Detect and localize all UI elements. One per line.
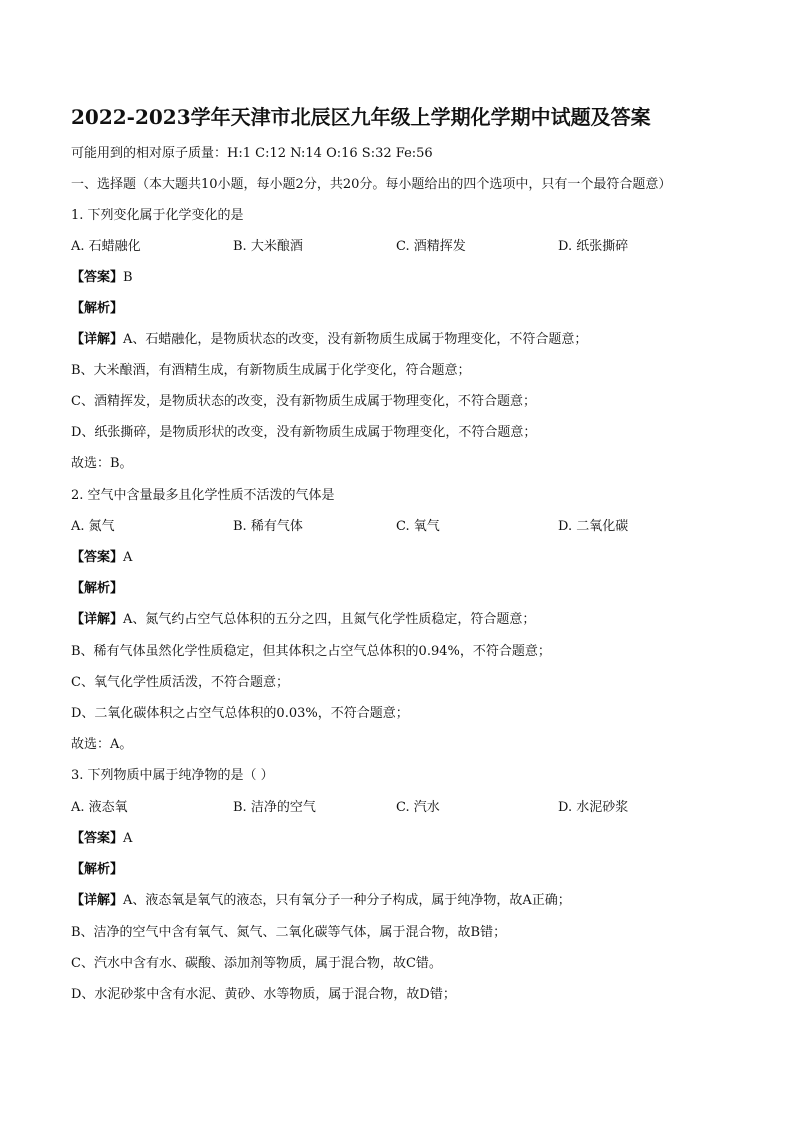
q2-option-a: A. 氮气 (71, 519, 115, 534)
analysis-tag: 【解析】 (71, 581, 124, 596)
atomic-mass-note: 可能用到的相对原子质量：H:1 C:12 N:14 O:16 S:32 Fe:56 (71, 146, 433, 161)
q2-detail-b: B、稀有气体虽然化学性质稳定，但其体积之占空气总体积的0.94%，不符合题意； (71, 644, 551, 659)
q2-detail-d: D、二氧化碳体积之占空气总体积的0.03%，不符合题意； (71, 706, 409, 721)
q3-answer (71, 830, 751, 848)
q2-analysis-tag (71, 580, 751, 598)
answer-tag: 【答案】 (71, 270, 124, 285)
analysis-tag: 【解析】 (71, 301, 124, 316)
detail-text: A、石蜡融化，是物质状态的改变，没有新物质生成属于物理变化，不符合题意； (123, 332, 588, 347)
detail-text: A、液态氧是氧气的液态，只有氧分子一种分子构成，属于纯净物，故A正确； (123, 893, 571, 908)
q2-detail-c: C、氧气化学性质活泼，不符合题意； (71, 675, 289, 690)
q1-analysis-tag (71, 300, 751, 318)
q1-detail-d: D、纸张撕碎，是物质形状的改变，没有新物质生成属于物理变化，不符合题意； (71, 425, 537, 440)
answer-tag: 【答案】 (71, 550, 124, 565)
q2-option-d: D. 二氧化碳 (558, 519, 629, 534)
detail-tag: 【详解】 (71, 612, 124, 627)
q3-analysis-tag (71, 861, 751, 879)
q1-detail-b: B、大米酿酒，有酒精生成，有新物质生成属于化学变化，符合题意； (71, 363, 471, 378)
q1-detail-c: C、酒精挥发，是物质状态的改变，没有新物质生成属于物理变化，不符合题意； (71, 394, 536, 409)
answer-value: A (123, 550, 133, 565)
question-3-stem: 3. 下列物质中属于纯净物的是（ ） (71, 768, 274, 783)
detail-tag: 【详解】 (71, 893, 124, 908)
q3-detail-a (71, 892, 751, 910)
q1-conclusion: 故选：B。 (71, 456, 133, 471)
question-2-stem: 2. 空气中含量最多且化学性质不活泼的气体是 (71, 488, 335, 503)
detail-text: A、氮气约占空气总体积的五分之四，且氮气化学性质稳定，符合题意； (123, 612, 536, 627)
answer-value: B (123, 270, 133, 285)
q3-detail-d: D、水泥砂浆中含有水泥、黄砂、水等物质，属于混合物，故D错； (71, 987, 456, 1002)
q1-option-a: A. 石蜡融化 (71, 239, 141, 254)
q1-option-d: D. 纸张撕碎 (558, 239, 629, 254)
q1-option-c: C. 酒精挥发 (396, 239, 466, 254)
question-1-stem: 1. 下列变化属于化学变化的是 (71, 208, 244, 223)
q3-option-a: A. 液态氧 (71, 800, 128, 815)
q3-option-d: D. 水泥砂浆 (558, 800, 629, 815)
q3-detail-c: C、汽水中含有水、碳酸、添加剂等物质，属于混合物，故C错。 (71, 956, 442, 971)
detail-tag: 【详解】 (71, 332, 124, 347)
q1-detail-a (71, 331, 751, 349)
q2-answer (71, 549, 751, 567)
answer-value: A (123, 831, 133, 846)
answer-tag: 【答案】 (71, 831, 124, 846)
q3-detail-b: B、洁净的空气中含有氧气、氮气、二氧化碳等气体，属于混合物，故B错； (71, 925, 507, 940)
analysis-tag: 【解析】 (71, 862, 124, 877)
q3-option-c: C. 汽水 (396, 800, 440, 815)
section-header: 一、选择题（本大题共10小题，每小题2分，共20分。每小题给出的四个选项中，只有一个最符合题意） (71, 177, 672, 192)
q1-answer (71, 269, 751, 287)
q1-option-b: B. 大米酿酒 (233, 239, 303, 254)
q2-detail-a (71, 611, 751, 629)
q2-option-c: C. 氧气 (396, 519, 440, 534)
q2-option-b: B. 稀有气体 (233, 519, 303, 534)
page-title: 2022-2023学年天津市北辰区九年级上学期化学期中试题及答案 (71, 105, 651, 129)
q3-option-b: B. 洁净的空气 (233, 800, 316, 815)
q2-conclusion: 故选：A。 (71, 737, 133, 752)
